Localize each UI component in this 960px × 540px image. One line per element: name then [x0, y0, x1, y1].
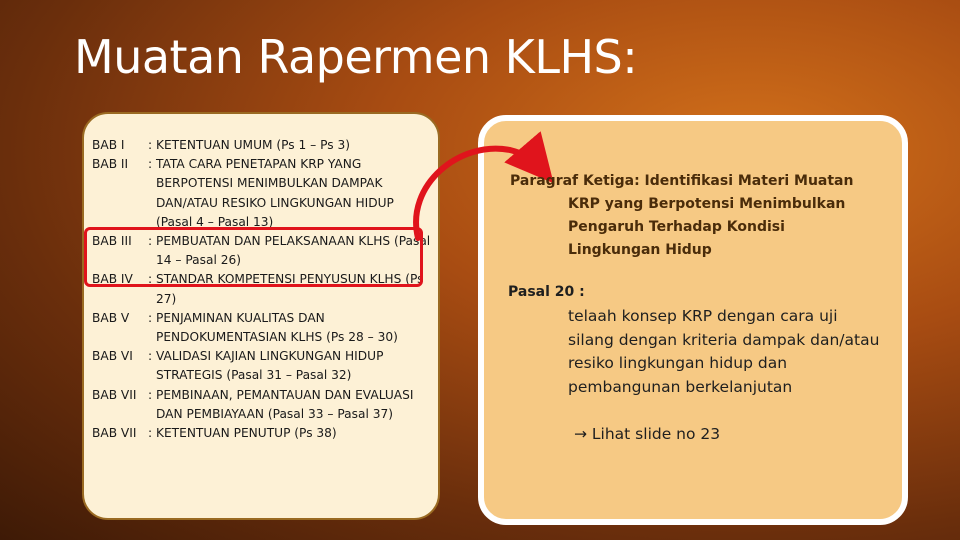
bab-description: : KETENTUAN UMUM (Ps 1 – Ps 3) [148, 138, 350, 152]
bab-number: BAB VI [92, 349, 133, 364]
bab-number: BAB IV [92, 272, 133, 287]
pasal-label: Pasal 20 : [508, 284, 585, 300]
bab-number: BAB VII [92, 387, 137, 402]
slide-title: Muatan Rapermen KLHS: [74, 30, 638, 84]
see-slide-link[interactable]: → Lihat slide no 23 [574, 425, 721, 443]
bab-number: BAB I [92, 138, 125, 152]
paragraf-heading-line: Pengaruh Terhadap Kondisi [568, 219, 785, 235]
paragraf-heading-line: Paragraf Ketiga: Identifikasi Materi Muatan [510, 173, 854, 189]
bab-number: BAB V [92, 310, 130, 325]
bab-description: : TATA CARA PENETAPAN KRP YANG BERPOTENSI MENIMBULKAN DAMPAK DAN/ATAU RESIKO LINGKUNGAN HIDUP (Pasal 4 – Pasal 13) [148, 157, 394, 229]
paragraf-heading [510, 170, 880, 262]
bab-description: : KETENTUAN PENUTUP (Ps 38) [148, 426, 337, 441]
pasal-description: telaah konsep KRP dengan cara uji silang dengan kriteria dampak dan/atau resiko lingkungan hidup dan pembangunan berkelanjutan [568, 307, 880, 396]
bab-number: BAB II [92, 157, 129, 172]
bab-description: : PEMBINAAN, PEMANTAUAN DAN EVALUASI DAN PEMBIAYAAN (Pasal 33 – Pasal 37) [148, 387, 414, 421]
paragraf-heading-line: Lingkungan Hidup [568, 242, 712, 258]
bab-number: BAB VII [92, 426, 137, 441]
bab-number: BAB III [92, 234, 132, 249]
bab-description: : PEMBUATAN DAN PELAKSANAAN KLHS (Pasal 14 – Pasal 26) [148, 234, 431, 268]
bab-description: : PENJAMINAN KUALITAS DAN PENDOKUMENTASIAN KLHS (Ps 28 – 30) [148, 310, 398, 345]
bab-description: : STANDAR KOMPETENSI PENYUSUN KLHS (Ps 27) [148, 272, 424, 306]
paragraf-heading-line: KRP yang Berpotensi Menimbulkan [568, 196, 846, 212]
bab-description: : VALIDASI KAJIAN LINGKUNGAN HIDUP STRATEGIS (Pasal 31 – Pasal 32) [148, 349, 384, 383]
